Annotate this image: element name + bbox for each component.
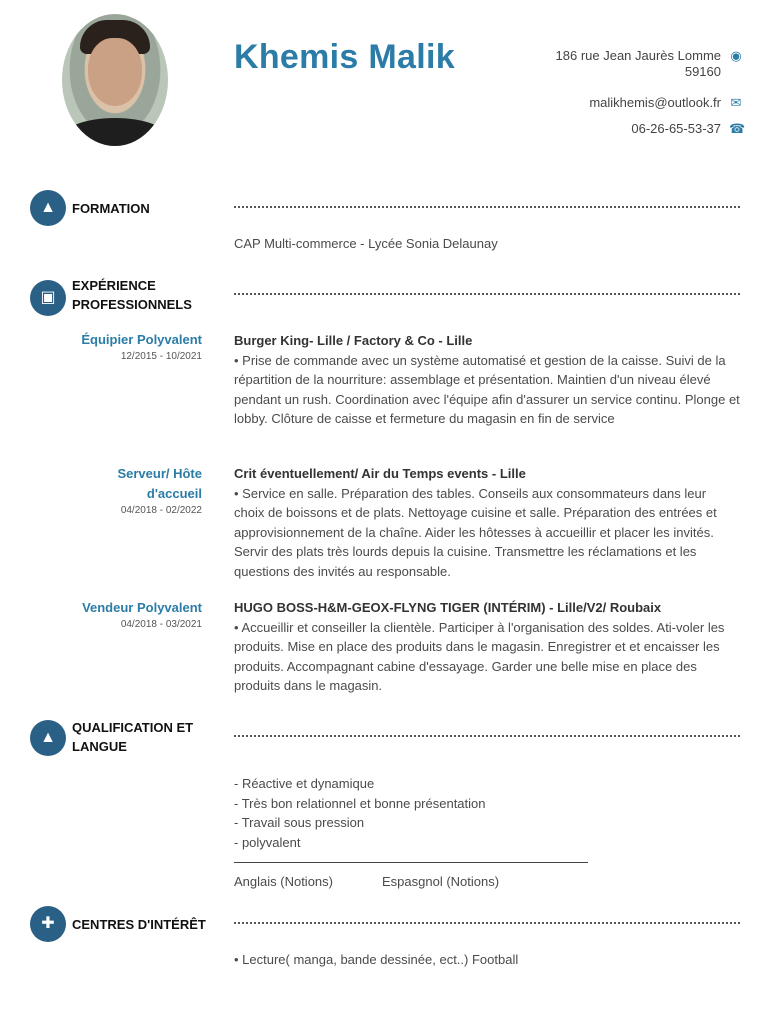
section-divider <box>234 293 740 295</box>
address-line1: 186 rue Jean Jaurès Lomme <box>555 48 721 63</box>
section-title-line: QUALIFICATION ET <box>72 720 194 735</box>
job-title <box>62 598 202 632</box>
job-title-text: Équipier Polyvalent <box>81 332 202 347</box>
job-dates: 04/2018 - 02/2022 <box>120 505 202 516</box>
job-title-text: Serveur/ Hôte <box>117 466 202 481</box>
address <box>556 48 743 79</box>
address-line2: 59160 <box>684 64 721 79</box>
graduation-cap-icon: ▲ <box>30 720 66 756</box>
profile-photo <box>62 14 168 146</box>
candidate-name: Khemis Malik <box>234 38 455 76</box>
map-pin-icon: ◉ <box>730 48 742 63</box>
separator-line <box>234 862 588 863</box>
email-text: malikhemis@outlook.fr <box>589 95 721 110</box>
formation-item: CAP Multi-commerce - Lycée Sonia Delaunay <box>234 236 498 251</box>
section-title-interests: CENTRES D'INTÉRÊT <box>72 917 206 932</box>
section-title-formation: FORMATION <box>72 201 150 216</box>
job-description: • Service en salle. Préparation des tables. Conseils aux consommateurs dans leur choix de boissons et de plats. Nettoyage cuisine et salle. Préparation des entrées et approvisionnement de la chaîne. Aider les hôtesses à accueillir et placer les invités. Servir des plats très lourds depuis la cuisine. Transmettre les réclamations et les questions des invités au responsable. <box>234 485 717 579</box>
job-entry <box>234 331 740 429</box>
graduation-cap-icon: ▲ <box>30 190 66 226</box>
job-title <box>62 330 202 364</box>
job-title-text: Vendeur Polyvalent <box>82 600 202 615</box>
section-divider <box>234 922 740 924</box>
job-company: Burger King- Lille / Factory & Co - Lille <box>234 333 473 348</box>
qualification-list <box>234 774 740 852</box>
section-title-qualification <box>72 718 193 756</box>
email-row <box>589 95 743 111</box>
puzzle-icon: ✚ <box>30 906 66 942</box>
section-title-experience <box>72 276 192 314</box>
job-dates: 12/2015 - 10/2021 <box>120 351 202 362</box>
job-company: HUGO BOSS-H&M-GEOX-FLYNG TIGER (INTÉRIM) - Lille/V2/ Roubaix <box>234 600 662 615</box>
phone-icon: ☎ <box>729 121 746 136</box>
job-title-text: d'accueil <box>146 486 202 501</box>
job-entry <box>234 464 740 581</box>
job-title <box>62 464 202 518</box>
phone-row <box>631 121 746 137</box>
list-item: - Très bon relationnel et bonne présentation <box>234 795 486 811</box>
phone-text: 06-26-65-53-37 <box>631 121 721 136</box>
list-item: - Travail sous pression <box>234 815 365 830</box>
section-title-line: LANGUE <box>72 739 127 754</box>
language-item: Anglais (Notions) <box>234 874 333 889</box>
job-dates: 04/2018 - 03/2021 <box>120 619 202 630</box>
briefcase-icon: ▣ <box>30 280 66 316</box>
job-description: • Prise de commande avec un système automatisé et gestion de la caisse. Suivi de la répartition de la nourriture: assemblage et présentation. Maintien d'un niveau élevé pendant un rush. Coordination avec l'équipe afin d'assurer un service continu. Plonge et lobby. Clôture de caisse et fermeture du magasin en fin de service <box>234 352 740 426</box>
envelope-icon: ✉ <box>730 95 742 110</box>
section-divider <box>234 735 740 737</box>
language-item: Espasgnol (Notions) <box>382 874 500 889</box>
section-title-line: EXPÉRIENCE <box>72 278 156 293</box>
interests-item: • Lecture( manga, bande dessinée, ect..) Football <box>234 952 519 967</box>
section-divider <box>234 206 740 208</box>
list-item: - polyvalent <box>234 834 301 850</box>
section-title-line: PROFESSIONNELS <box>72 297 192 312</box>
list-item: - Réactive et dynamique <box>234 776 375 791</box>
job-description: • Accueillir et conseiller la clientèle. Participer à l'organisation des soldes. Ati-voler les produits. Mise en place des produits dans le magasin. Enregistrer et et encaisser les produits. Accompagnant cabine d'essayage. Garder une belle mise en place des produits dans le magasin. <box>234 619 725 693</box>
job-company: Crit éventuellement/ Air du Temps events - Lille <box>234 466 526 481</box>
job-entry <box>234 598 740 696</box>
